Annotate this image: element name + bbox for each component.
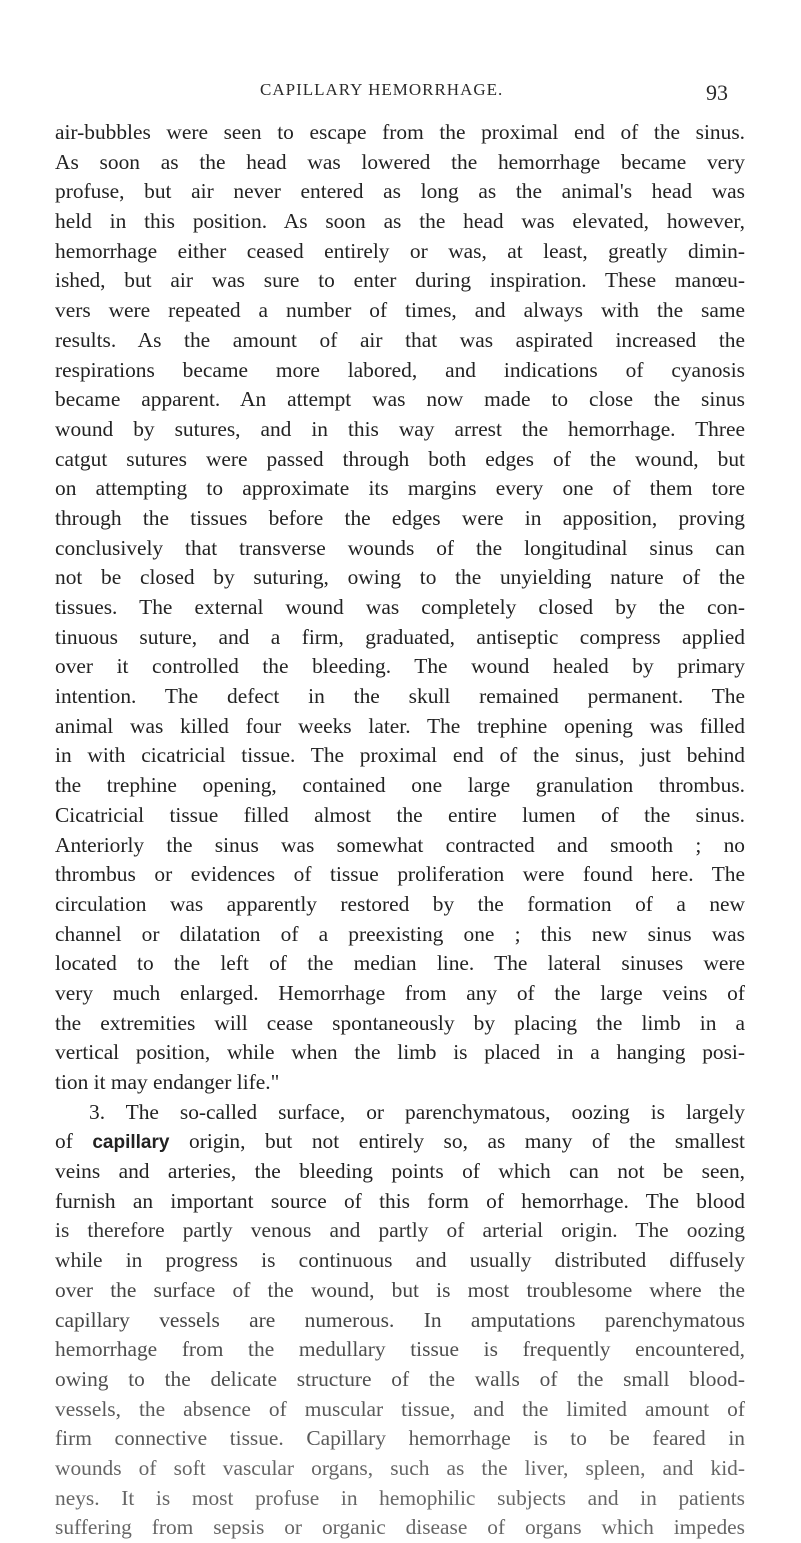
running-head: CAPILLARY HEMORRHAGE. bbox=[260, 80, 504, 99]
text-line: through the tissues before the edges were in apposition, proving bbox=[55, 505, 745, 530]
text-line: vertical position, while when the limb is placed in a hanging posi- bbox=[55, 1040, 745, 1065]
page-number: 93 bbox=[706, 80, 728, 105]
text-line: suffering from sepsis or organic disease of organs which impedes bbox=[55, 1515, 745, 1540]
text-line: 3. The so-called surface, or parenchymatous, oozing is largely bbox=[89, 1099, 745, 1124]
text-line: circulation was apparently restored by the formation of a new bbox=[55, 891, 745, 916]
text-line: profuse, but air never entered as long as the animal's head was bbox=[55, 179, 745, 204]
text-line: Cicatricial tissue filled almost the entire lumen of the sinus. bbox=[55, 802, 745, 827]
paragraph-1 bbox=[55, 118, 745, 1098]
body-text bbox=[55, 118, 745, 1543]
text-line: the extremities will cease spontaneously by placing the limb in a bbox=[55, 1010, 745, 1035]
text-line: hemorrhage either ceased entirely or was, at least, greatly dimin- bbox=[55, 238, 745, 263]
text-line: not be closed by suturing, owing to the unyielding nature of the bbox=[55, 565, 745, 590]
text-line: air-bubbles were seen to escape from the proximal end of the sinus. bbox=[55, 120, 745, 144]
text-line: wound by sutures, and in this way arrest the hemorrhage. Three bbox=[55, 416, 745, 441]
text-line bbox=[55, 1127, 745, 1157]
text-line: vessels, the absence of muscular tissue, and the limited amount of bbox=[55, 1396, 745, 1421]
text-line: catgut sutures were passed through both edges of the wound, but bbox=[55, 446, 745, 471]
text-line: tinuous suture, and a firm, graduated, antiseptic compress applied bbox=[55, 624, 745, 649]
text-line: ished, but air was sure to enter during inspiration. These manœu- bbox=[55, 268, 745, 293]
text-fragment: of bbox=[55, 1129, 73, 1154]
text-line: vers were repeated a number of times, and always with the same bbox=[55, 298, 745, 323]
paragraph-2 bbox=[55, 1098, 745, 1543]
text-line: on attempting to approximate its margins every one of them tore bbox=[55, 476, 745, 501]
text-line: while in progress is continuous and usually distributed diffusely bbox=[55, 1248, 745, 1273]
text-line: tion it may endanger life." bbox=[55, 1070, 280, 1094]
text-line: furnish an important source of this form of hemorrhage. The blood bbox=[55, 1188, 745, 1213]
text-line: tissues. The external wound was completely closed by the con- bbox=[55, 595, 745, 619]
text-line: the trephine opening, contained one large granulation thrombus. bbox=[55, 773, 745, 798]
text-line: located to the left of the median line. The lateral sinuses were bbox=[55, 951, 745, 976]
text-fragment: origin, but not entirely so, as many of the smallest bbox=[189, 1129, 745, 1154]
text-line: over the surface of the wound, but is most troublesome where the bbox=[55, 1277, 745, 1302]
text-line: became apparent. An attempt was now made to close the sinus bbox=[55, 387, 745, 412]
text-line: Anteriorly the sinus was somewhat contracted and smooth ; no bbox=[55, 832, 745, 857]
text-line: thrombus or evidences of tissue proliferation were found here. The bbox=[55, 862, 745, 887]
text-line: channel or dilatation of a preexisting one ; this new sinus was bbox=[55, 921, 745, 946]
text-line: over it controlled the bleeding. The wound healed by primary bbox=[55, 654, 745, 679]
text-line: conclusively that transverse wounds of the longitudinal sinus can bbox=[55, 535, 745, 560]
text-line: respirations became more labored, and indications of cyanosis bbox=[55, 357, 745, 382]
text-line: wounds of soft vascular organs, such as the liver, spleen, and kid- bbox=[55, 1455, 745, 1480]
text-line: results. As the amount of air that was aspirated increased the bbox=[55, 327, 745, 352]
text-line: held in this position. As soon as the head was elevated, however, bbox=[55, 209, 745, 234]
text-line: As soon as the head was lowered the hemorrhage became very bbox=[55, 149, 745, 174]
text-line: intention. The defect in the skull remained permanent. The bbox=[55, 684, 745, 709]
text-line: owing to the delicate structure of the walls of the small blood- bbox=[55, 1366, 745, 1391]
text-line: neys. It is most profuse in hemophilic subjects and in patients bbox=[55, 1485, 745, 1510]
text-line: very much enlarged. Hemorrhage from any of the large veins of bbox=[55, 980, 745, 1005]
text-line: in with cicatricial tissue. The proximal end of the sinus, just behind bbox=[55, 743, 745, 768]
text-line: firm connective tissue. Capillary hemorrhage is to be feared in bbox=[55, 1426, 745, 1451]
text-line: capillary vessels are numerous. In amputations parenchymatous bbox=[55, 1307, 745, 1332]
text-line: hemorrhage from the medullary tissue is frequently encountered, bbox=[55, 1337, 745, 1362]
text-line: animal was killed four weeks later. The trephine opening was filled bbox=[55, 713, 745, 738]
text-line: is therefore partly venous and partly of arterial origin. The oozing bbox=[55, 1218, 745, 1243]
page-header bbox=[0, 80, 801, 110]
text-line: veins and arteries, the bleeding points of which can not be seen, bbox=[55, 1159, 745, 1184]
emphasized-term: capillary bbox=[92, 1132, 170, 1154]
